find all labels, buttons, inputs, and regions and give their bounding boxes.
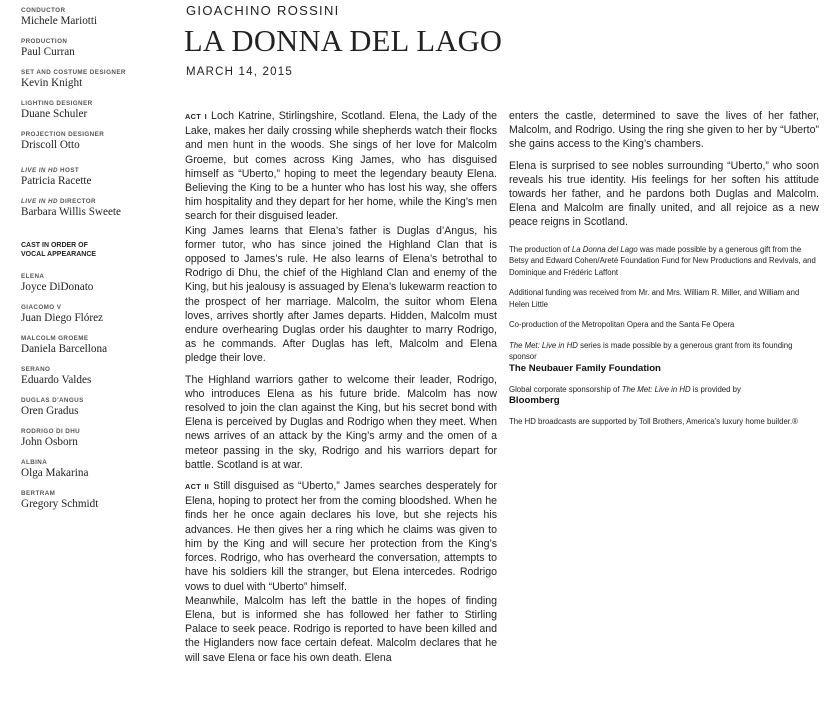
credits-column — [21, 6, 171, 520]
note-text: series is made possible by a generous grant from its founding sponsor — [509, 340, 793, 362]
act2-label: ACT II — [185, 482, 210, 492]
credit-hd-director — [21, 197, 171, 219]
cast-heading-line: VOCAL APPEARANCE — [21, 251, 97, 258]
note-production-gift — [509, 244, 819, 279]
synopsis-column — [185, 109, 497, 665]
act2-text-1: Still disguised as “Uberto,” James searches desperately for Elena, hoping to protect her from the coming bloodshed. When he finds her he once again declares his love, but she rejects his advances. He then gives her a ring which he claims was given to him by the King and will secure her protection from the King’s forces. Rodrigo, who has overheard the conversation, attempts to have his soldiers kill the stranger, but Elena intercedes. Rodrigo vows to duel with “Uberto” himself. — [185, 480, 497, 593]
production-notes — [509, 244, 819, 428]
cast-name: John Osborn — [21, 436, 78, 448]
performance-date: MARCH 14, 2015 — [186, 66, 293, 78]
note-text: was made possible by a generous gift from the Betsy and Edward Cohen/Areté Foundation Fund for New Productions and Revivals, and Dominique and Frédéric Laffont — [509, 244, 816, 277]
credit-name: Driscoll Otto — [21, 139, 80, 151]
act2-paragraph-1 — [185, 479, 497, 594]
credit-hd-host — [21, 166, 171, 188]
credit-name: Paul Curran — [21, 46, 75, 58]
act1-text-1: Loch Katrine, Stirlingshire, Scotland. Elena, the Lady of the Lake, makes her daily crossing while shepherds watch their flocks and men hunt in the woods. She sings of her love for Malcolm Groeme, but comes across King James, who has disguised himself as “Uberto,” hoping to meet the legendary beauty Elena. Believing the King to be a hunter who has lost his way, she offers him hospitality and they depart for her home, while the King’s men search for their disguised leader. — [185, 110, 497, 223]
credit-label: LIGHTING DESIGNER — [21, 100, 93, 107]
cast-role: RODRIGO DI DHU — [21, 428, 81, 435]
act1-label: ACT I — [185, 112, 207, 121]
composer-name: GIOACHINO ROSSINI — [186, 3, 340, 18]
cast-heading-line: CAST IN ORDER OF — [21, 242, 88, 249]
note-text: Global corporate sponsorship of — [509, 384, 622, 394]
note-founding-sponsor — [509, 340, 819, 375]
act1-paragraph-2: King James learns that Elena’s father is Duglas d’Angus, his former tutor, who has since joined the Highland Clan that is opposed to James’s rule. He also learns of Elena’s betrothal to Rodrigo di Dhu, the chief of the Highland Clan and enemy of the King, but his jealousy is assuaged by Elena’s lukewarm reaction to the prospect of her marriage. Malcolm, the suitor whom Elena loves, arrives shortly after James departs. Hidden, Malcolm must endure overhearing Duglas order his daughter to marry Rodrigo, as he commands. After Duglas has left, Malcolm and Elena pledge their love. — [185, 224, 497, 365]
cast-entry — [21, 427, 171, 449]
cast-role: GIACOMO V — [21, 304, 62, 311]
credit-name: Barbara Willis Sweete — [21, 206, 121, 218]
cast-role: MALCOLM GROEME — [21, 335, 89, 342]
credit-set-costume-designer — [21, 68, 171, 90]
cast-entry — [21, 365, 171, 387]
credit-conductor — [21, 6, 171, 28]
cast-name: Eduardo Valdes — [21, 374, 92, 386]
cast-name: Juan Diego Flórez — [21, 312, 104, 324]
sponsor-name: Bloomberg — [509, 395, 560, 407]
cast-name: Daniela Barcellona — [21, 343, 108, 355]
credit-name: Patricia Racette — [21, 175, 92, 187]
credit-label: SET AND COSTUME DESIGNER — [21, 69, 126, 76]
cast-entry — [21, 272, 171, 294]
note-italic: La Donna del Lago — [571, 244, 638, 254]
credit-label — [21, 197, 171, 206]
cast-name: Joyce DiDonato — [21, 281, 94, 293]
cast-entry — [21, 303, 171, 325]
sponsor-name: The Neubauer Family Foundation — [509, 362, 661, 374]
note-additional-funding: Additional funding was received from Mr. and Mrs. William R. Miller, and William and Helen Little — [509, 288, 800, 309]
note-italic: The Met: Live in HD — [509, 340, 578, 350]
cast-role: BERTRAM — [21, 490, 56, 497]
credit-label-italic: LIVE IN HD — [21, 198, 58, 205]
cast-entry — [21, 458, 171, 480]
cast-entry — [21, 396, 171, 418]
opera-title: LA DONNA DEL LAGO — [184, 24, 503, 58]
cast-name: Olga Makarina — [21, 467, 89, 479]
credit-label-rest: HOST — [57, 167, 80, 174]
cast-role: ALBINA — [21, 459, 48, 466]
credit-label — [21, 166, 171, 175]
cast-role: SERANO — [21, 366, 51, 373]
synopsis-continued-2: Elena is surprised to see nobles surrounding “Uberto,” who soon reveals his true identity. His feelings for her soften his attitude towards her father, and he pardons both Duglas and Malcolm. Elena and Malcolm are finally united, and all rejoice as a new peace reigns in Scotland. — [509, 159, 819, 229]
credit-name: Michele Mariotti — [21, 15, 98, 27]
credit-label-rest: DIRECTOR — [57, 198, 97, 205]
note-corporate-sponsor — [509, 384, 819, 408]
synopsis-continued-1: enters the castle, determined to save the lives of her father, Malcolm, and Rodrigo. Using the ring she given to her by “Uberto” she gains access to the King’s chambers. — [509, 110, 819, 151]
cast-role: DUGLAS D'ANGUS — [21, 397, 84, 404]
credit-label: CONDUCTOR — [21, 7, 66, 14]
cast-entry — [21, 489, 171, 511]
cast-name: Gregory Schmidt — [21, 498, 99, 510]
cast-heading — [21, 241, 171, 259]
cast-role: ELENA — [21, 273, 45, 280]
credit-name: Duane Schuler — [21, 108, 88, 120]
credit-label: PROJECTION DESIGNER — [21, 131, 105, 138]
credit-lighting-designer — [21, 99, 171, 121]
act1-paragraph-1 — [185, 109, 497, 224]
act2-paragraph-2: Meanwhile, Malcolm has left the battle in the hopes of finding Elena, but is informed she has followed her father to Stirling Palace to seek peace. Rodrigo is reported to have been killed and the Higlanders now face certain defeat. Malcolm declares that he will save Elena or face his own death. Elena — [185, 594, 497, 664]
credit-label-italic: LIVE IN HD — [21, 167, 58, 174]
note-coproduction: Co-production of the Metropolitan Opera and the Santa Fe Opera — [509, 320, 735, 330]
act1-paragraph-3: The Highland warriors gather to welcome their leader, Rodrigo, who introduces Elena as his future bride. Malcolm has now resolved to join the clan against the King, but his secret bond with Elena is perceived by Duglas and Rodrigo when they meet. When news arrives of an attack by the King’s army and the omen of a meteor passing in the sky, Rodrigo and his warriors depart for battle. Scotland is at war. — [185, 373, 497, 471]
credit-production — [21, 37, 171, 59]
note-text: The production of — [509, 244, 572, 254]
note-italic: The Met: Live in HD — [621, 384, 691, 394]
right-column — [509, 109, 819, 437]
credit-label: PRODUCTION — [21, 38, 68, 45]
cast-name: Oren Gradus — [21, 405, 79, 417]
credit-projection-designer — [21, 130, 171, 152]
cast-entry — [21, 334, 171, 356]
note-hd-broadcasts: The HD broadcasts are supported by Toll Brothers, America’s luxury home builder.® — [509, 417, 798, 427]
credit-name: Kevin Knight — [21, 77, 83, 89]
note-text: is provided by — [690, 384, 741, 394]
